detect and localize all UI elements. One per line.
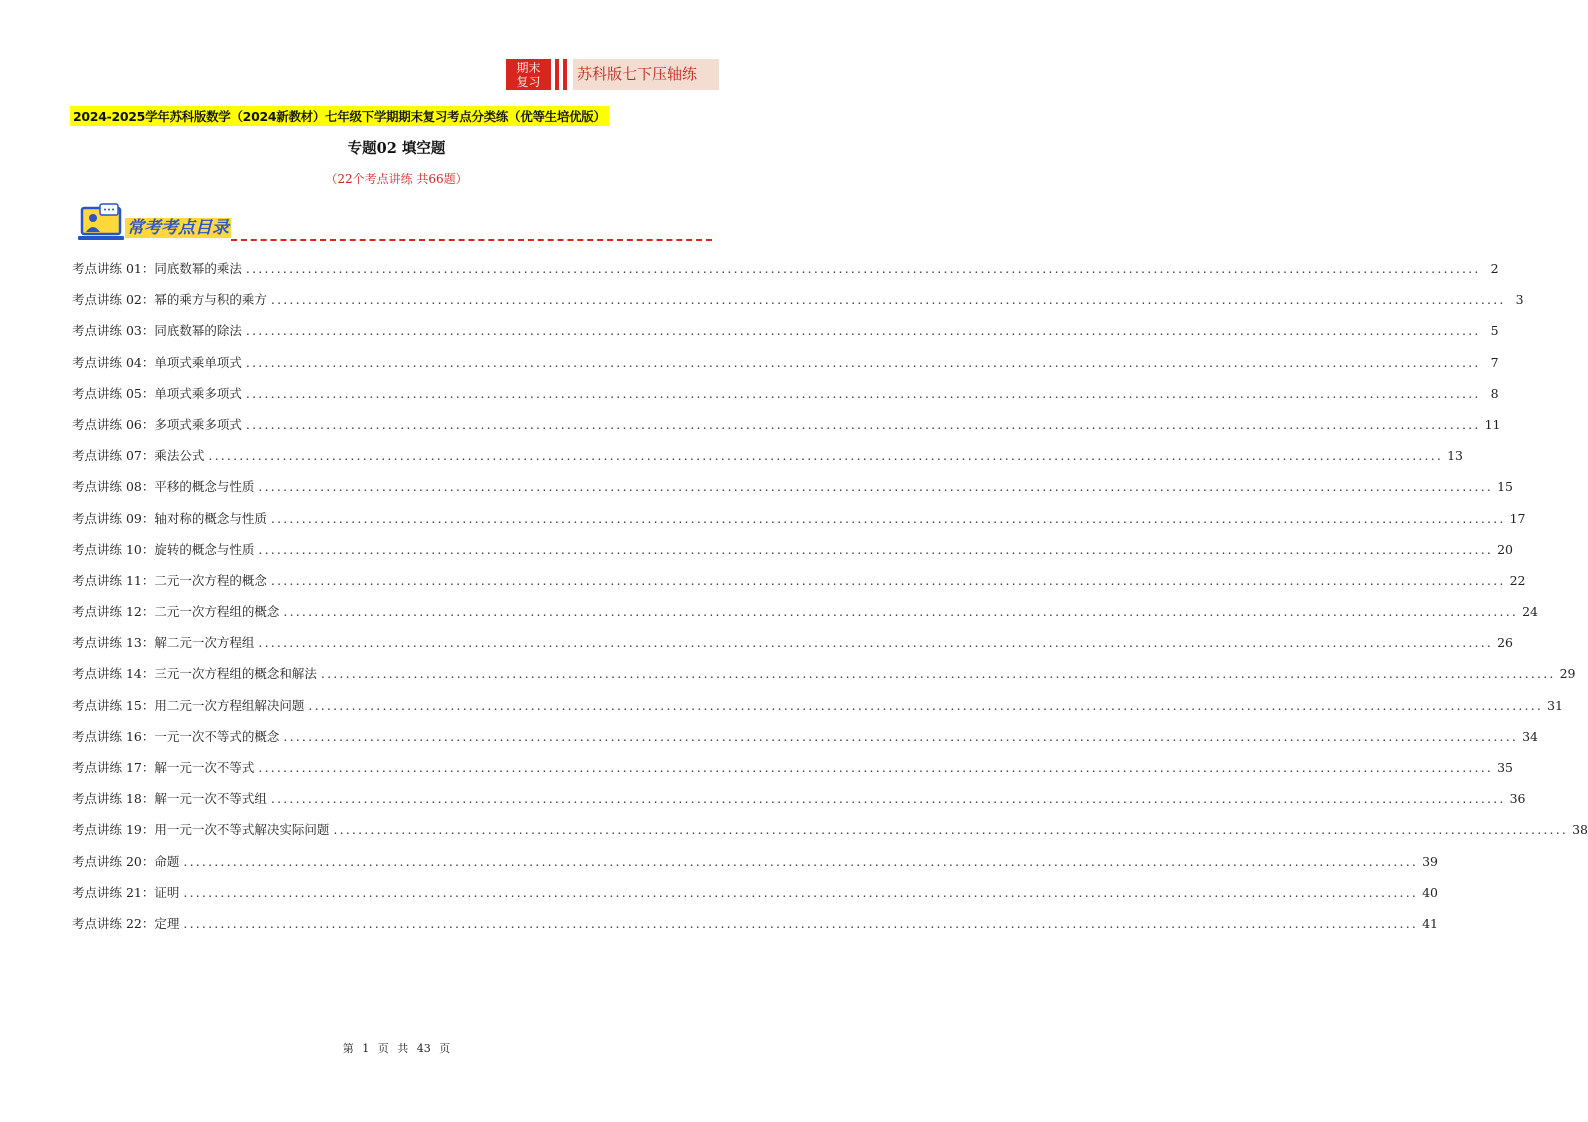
toc-entry-page: 20 <box>1497 541 1513 557</box>
toc-entry[interactable] <box>72 727 1538 758</box>
toc-entry-page: 31 <box>1547 697 1563 713</box>
toc-dot-leader: ........................................................................................................................................................................................................ <box>270 572 1506 588</box>
toc-entry[interactable] <box>72 321 1499 352</box>
toc-entry-page: 5 <box>1490 323 1499 339</box>
toc-entry-page: 8 <box>1490 385 1499 401</box>
toc-dot-leader: ........................................................................................................................................................................................................ <box>333 822 1569 838</box>
toc-entry-page: 39 <box>1422 853 1438 869</box>
toc-entry-page: 36 <box>1509 791 1526 807</box>
toc-entry-page: 29 <box>1559 666 1576 682</box>
toc-entry[interactable] <box>72 664 1576 695</box>
toc-dot-leader: ........................................................................................................................................................................................................ <box>245 354 1481 370</box>
toc-entry[interactable] <box>72 914 1438 945</box>
toc-entry[interactable] <box>72 446 1463 477</box>
toc-entry-page: 7 <box>1490 354 1499 370</box>
toc-entry-label: 考点讲练 08：平移的概念与性质 <box>72 479 255 495</box>
toc-dot-leader: ........................................................................................................................................................................................................ <box>183 915 1419 931</box>
toc-entry-page: 3 <box>1515 292 1524 308</box>
toc-dot-leader: ........................................................................................................................................................................................................ <box>320 666 1556 682</box>
toc-entry-label: 考点讲练 19：用一元一次不等式解决实际问题 <box>72 822 330 838</box>
toc-entry[interactable] <box>72 758 1513 789</box>
toc-entry-page: 24 <box>1522 604 1538 620</box>
toc-entry-label: 考点讲练 11：二元一次方程的概念 <box>72 572 267 588</box>
toc-entry[interactable] <box>72 883 1438 914</box>
toc-entry-label: 考点讲练 20：命题 <box>72 853 180 869</box>
toc-dot-leader: ........................................................................................................................................................................................................ <box>258 635 1494 651</box>
toc-entry-page: 34 <box>1522 728 1538 744</box>
toc-dot-leader: ........................................................................................................................................................................................................ <box>308 697 1544 713</box>
toc-entry-page: 38 <box>1572 822 1588 838</box>
table-of-contents <box>72 259 1588 945</box>
toc-entry[interactable] <box>72 540 1513 571</box>
toc-entry[interactable] <box>72 571 1526 602</box>
toc-dot-leader: ........................................................................................................................................................................................................ <box>258 479 1494 495</box>
badge-series-name: 苏科版七下压轴练 <box>573 59 719 90</box>
toc-entry-label: 考点讲练 14：三元一次方程组的概念和解法 <box>72 666 317 682</box>
toc-dot-leader: ........................................................................................................................................................................................................ <box>283 728 1519 744</box>
toc-entry-label: 考点讲练 18：解一元一次不等式组 <box>72 791 267 807</box>
toc-dot-leader: ........................................................................................................................................................................................................ <box>245 416 1481 432</box>
toc-dot-leader: ........................................................................................................................................................................................................ <box>258 541 1494 557</box>
toc-entry-label: 考点讲练 12：二元一次方程组的概念 <box>72 604 280 620</box>
toc-entry[interactable] <box>72 509 1526 540</box>
page-footer: 第 1 页 共 43 页 <box>342 1042 451 1055</box>
toc-dot-leader: ........................................................................................................................................................................................................ <box>183 853 1419 869</box>
toc-entry-label: 考点讲练 06：多项式乘多项式 <box>72 416 242 432</box>
toc-entry-page: 2 <box>1490 261 1499 276</box>
toc-entry[interactable] <box>72 602 1538 633</box>
toc-entry[interactable] <box>72 259 1499 290</box>
toc-entry[interactable] <box>72 415 1501 446</box>
toc-banner <box>76 202 712 248</box>
toc-dot-leader: ........................................................................................................................................................................................................ <box>270 510 1506 526</box>
toc-entry-label: 考点讲练 09：轴对称的概念与性质 <box>72 510 267 526</box>
toc-entry-label: 考点讲练 02：幂的乘方与积的乘方 <box>72 292 267 308</box>
toc-entry-label: 考点讲练 15：用二元一次方程组解决问题 <box>72 697 305 713</box>
toc-entry[interactable] <box>72 633 1513 664</box>
toc-entry[interactable] <box>72 820 1588 851</box>
badge-exam-review <box>506 59 551 90</box>
toc-entry-label: 考点讲练 01：同底数幂的乘法 <box>72 261 242 276</box>
toc-entry-label: 考点讲练 17：解一元一次不等式 <box>72 760 255 775</box>
toc-entry[interactable] <box>72 696 1563 727</box>
toc-entry-label: 考点讲练 07：乘法公式 <box>72 448 205 464</box>
question-count-note: （22个考点讲练 共66题） <box>325 172 468 186</box>
toc-banner-label: 常考考点目录 <box>127 218 229 238</box>
toc-dot-leader: ........................................................................................................................................................................................................ <box>245 323 1481 339</box>
toc-entry[interactable] <box>72 852 1438 883</box>
teacher-computer-icon <box>76 202 126 246</box>
toc-dot-leader: ........................................................................................................................................................................................................ <box>283 604 1519 620</box>
toc-entry[interactable] <box>72 477 1513 508</box>
banner-dashed-rule <box>231 239 712 241</box>
toc-entry-page: 40 <box>1422 884 1438 900</box>
badge-line-2: 复习 <box>516 75 541 89</box>
toc-entry-label: 考点讲练 05：单项式乘多项式 <box>72 385 242 401</box>
toc-entry-page: 15 <box>1497 479 1513 495</box>
toc-dot-leader: ........................................................................................................................................................................................................ <box>245 385 1481 401</box>
document-title: 2024-2025学年苏科版数学（2024新教材）七年级下学期期末复习考点分类练（优等生培优版） <box>70 106 609 126</box>
badge-divider-bars <box>551 59 573 90</box>
toc-entry[interactable] <box>72 384 1499 415</box>
toc-dot-leader: ........................................................................................................................................................................................................ <box>183 884 1419 900</box>
toc-entry-page: 26 <box>1497 635 1513 651</box>
toc-entry-label: 考点讲练 16：一元一次不等式的概念 <box>72 728 280 744</box>
header-badge <box>506 59 719 90</box>
toc-dot-leader: ........................................................................................................................................................................................................ <box>270 791 1506 807</box>
toc-dot-leader: ........................................................................................................................................................................................................ <box>245 261 1481 276</box>
toc-entry-label: 考点讲练 10：旋转的概念与性质 <box>72 541 255 557</box>
toc-entry-label: 考点讲练 13：解二元一次方程组 <box>72 635 255 651</box>
toc-entry-page: 41 <box>1422 915 1438 931</box>
toc-entry-label: 考点讲练 22：定理 <box>72 915 180 931</box>
badge-line-1: 期末 <box>516 61 541 75</box>
toc-entry-label: 考点讲练 03：同底数幂的除法 <box>72 323 242 339</box>
toc-dot-leader: ........................................................................................................................................................................................................ <box>208 448 1444 464</box>
topic-heading: 专题02 填空题 <box>347 140 446 157</box>
toc-entry-page: 35 <box>1497 760 1513 775</box>
toc-entry-page: 17 <box>1509 510 1526 526</box>
toc-entry[interactable] <box>72 290 1524 321</box>
toc-entry-label: 考点讲练 04：单项式乘单项式 <box>72 354 242 370</box>
toc-entry[interactable] <box>72 353 1499 384</box>
toc-dot-leader: ........................................................................................................................................................................................................ <box>258 760 1494 775</box>
toc-entry-page: 13 <box>1447 448 1463 464</box>
toc-entry[interactable] <box>72 789 1526 820</box>
toc-entry-page: 11 <box>1484 416 1501 432</box>
toc-entry-page: 22 <box>1509 572 1526 588</box>
toc-entry-label: 考点讲练 21：证明 <box>72 884 180 900</box>
toc-dot-leader: ........................................................................................................................................................................................................ <box>270 292 1506 308</box>
